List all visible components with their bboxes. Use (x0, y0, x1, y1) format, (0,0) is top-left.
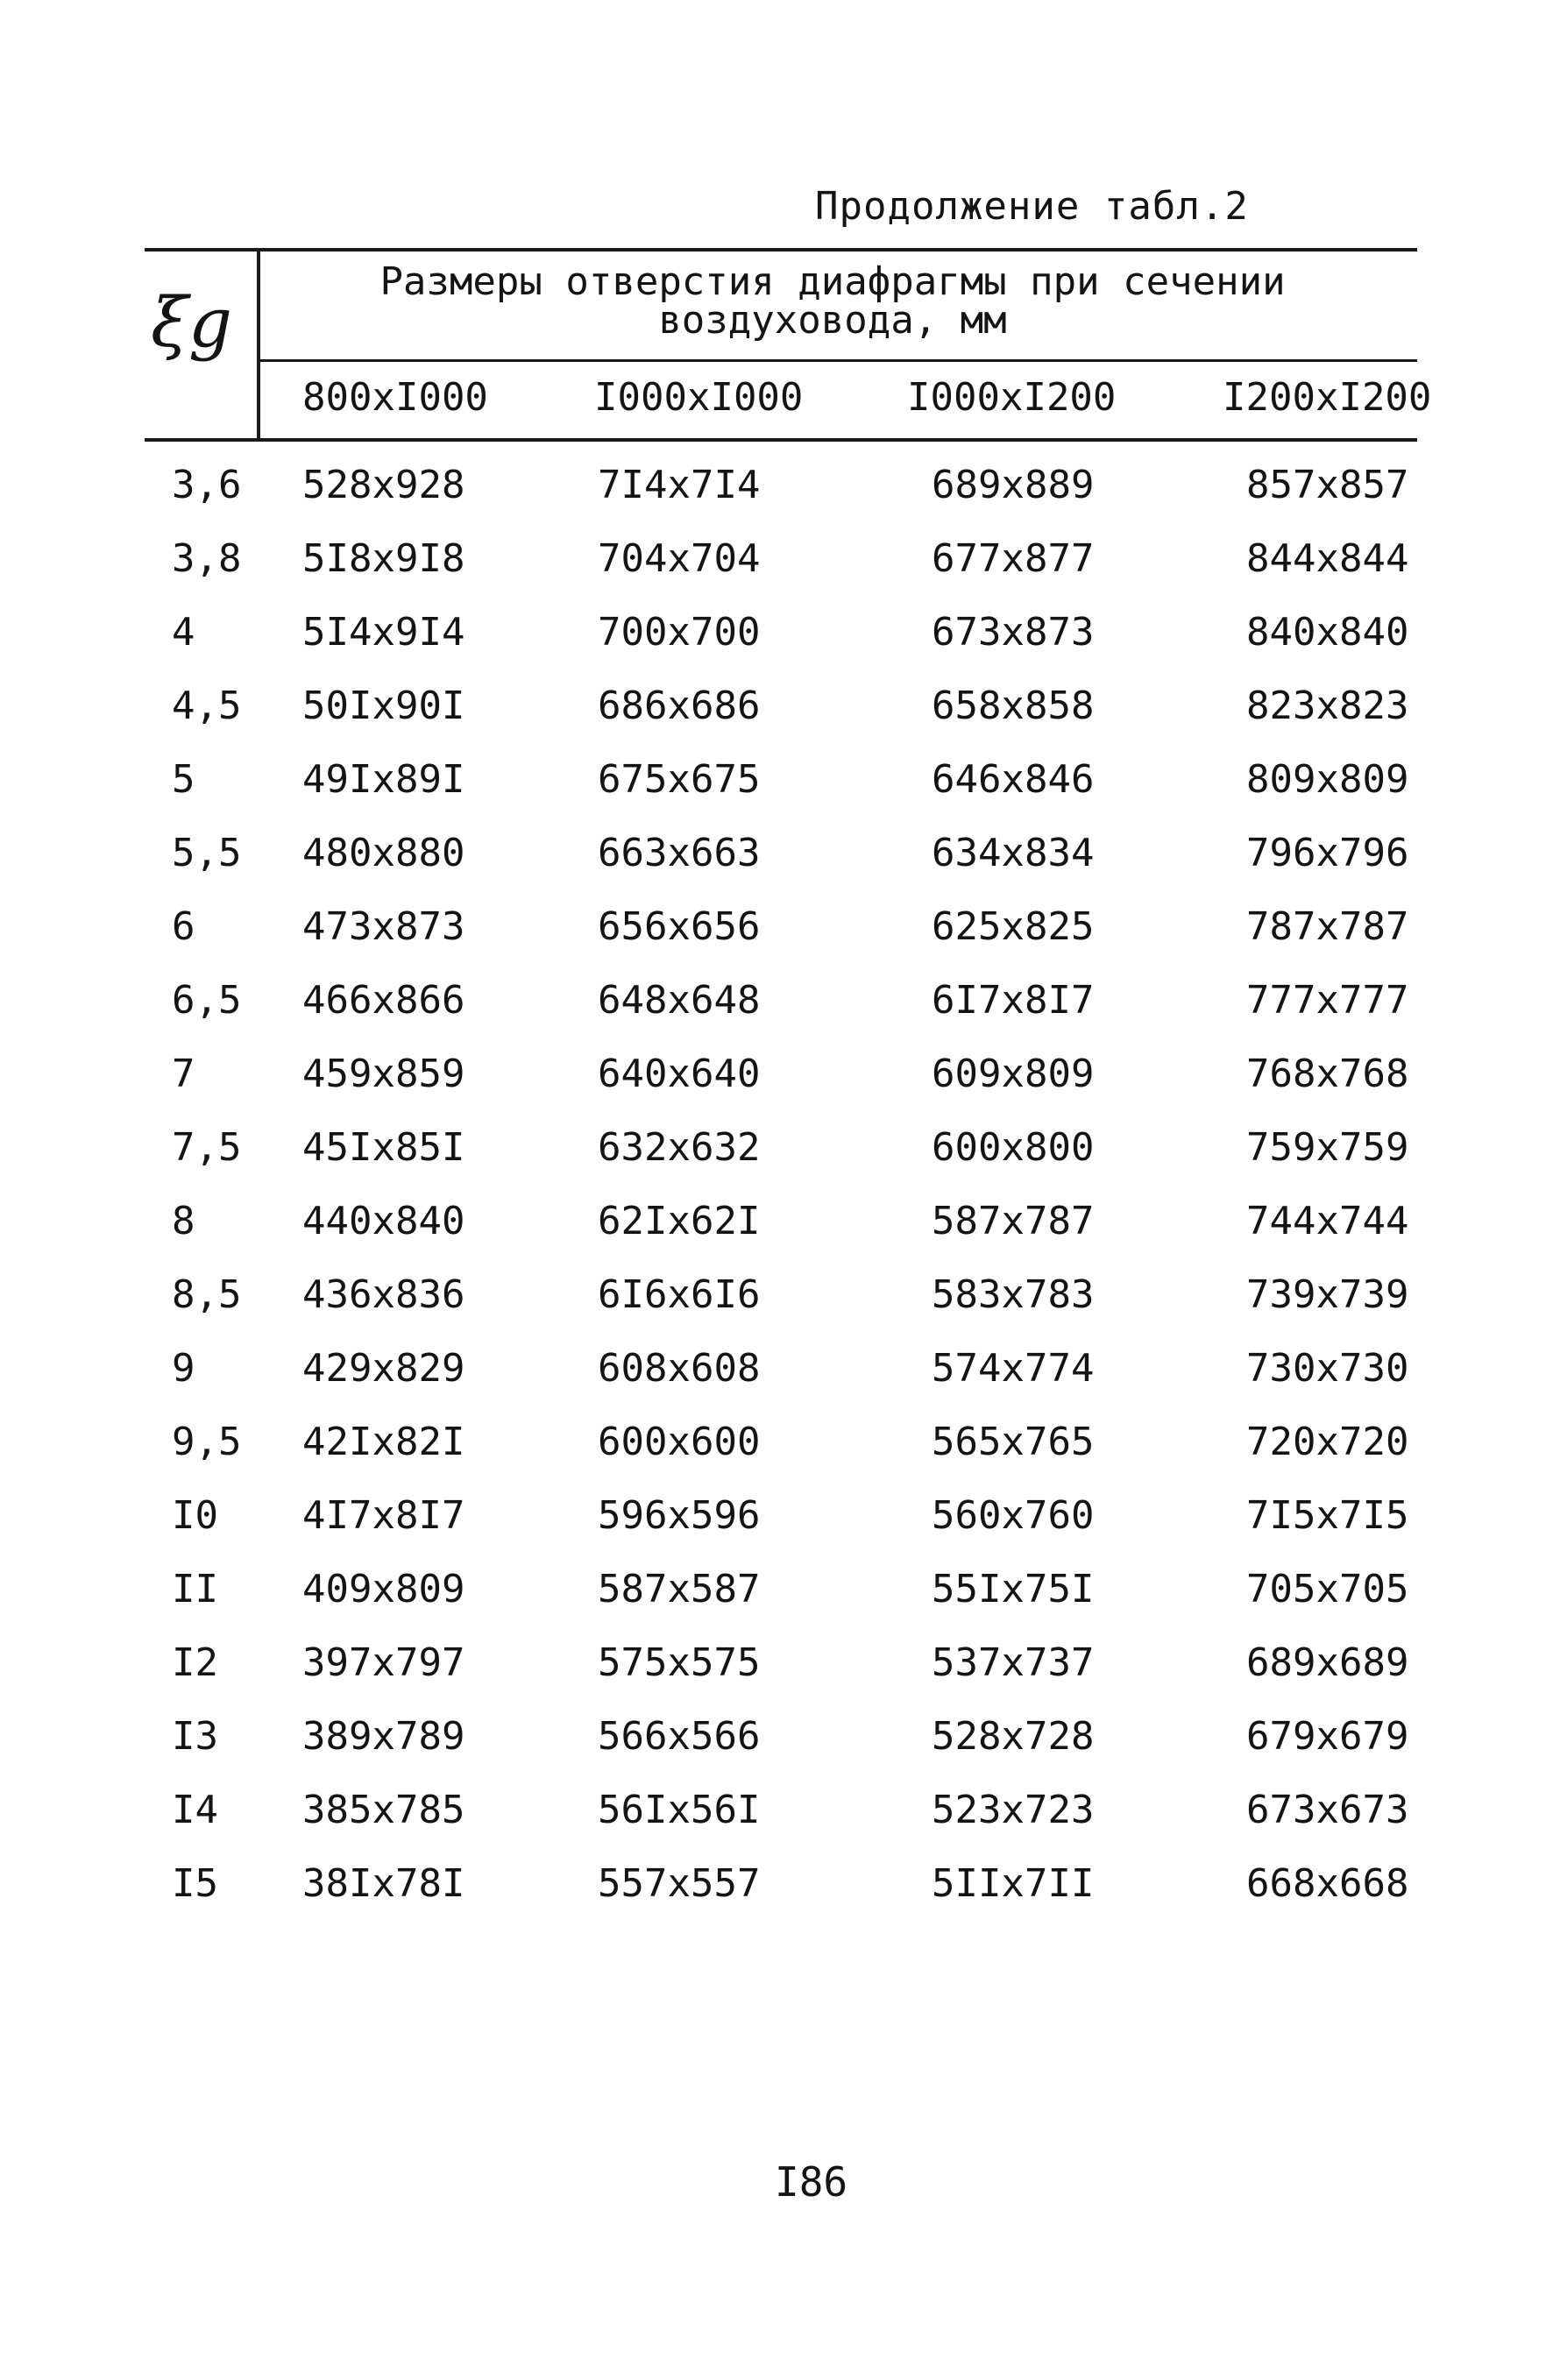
table-cell: 809x809 (1246, 757, 1409, 802)
table-cell: 565x765 (932, 1420, 1095, 1464)
table-cell: 45Ix85I (302, 1125, 465, 1170)
row-label: 6 (172, 904, 195, 949)
table-cell: 7I5x7I5 (1246, 1493, 1409, 1538)
row-label: II (172, 1567, 218, 1611)
row-label: 8 (172, 1199, 195, 1243)
table-cell: 560x760 (932, 1493, 1095, 1538)
row-label: 4 (172, 610, 195, 655)
table-row (0, 1272, 1553, 1346)
table-cell: 857x857 (1246, 463, 1409, 507)
table-cell: 600x800 (932, 1125, 1095, 1170)
column-header-3: I000xI200 (907, 375, 1117, 420)
table-cell: 632x632 (598, 1125, 761, 1170)
table-cell: 587x587 (598, 1567, 761, 1611)
table-row (0, 1199, 1553, 1272)
row-label: 7 (172, 1052, 195, 1096)
table-cell: 6I7x8I7 (932, 978, 1095, 1023)
table-cell: 777x777 (1246, 978, 1409, 1023)
row-label: 9 (172, 1346, 195, 1391)
table-cell: 720x720 (1246, 1420, 1409, 1464)
table-row (0, 463, 1553, 536)
table-cell: 7I4x7I4 (598, 463, 761, 507)
table-cell: 705x705 (1246, 1567, 1409, 1611)
table-row (0, 684, 1553, 757)
table-row (0, 1346, 1553, 1420)
table-cell: 675x675 (598, 757, 761, 802)
table-cell: 389x789 (302, 1714, 465, 1759)
header-inner-rule (259, 359, 1417, 362)
table-cell: 537x737 (932, 1640, 1095, 1685)
table-row (0, 610, 1553, 684)
row-label: I4 (172, 1788, 218, 1832)
table-cell: 840x840 (1246, 610, 1409, 655)
table-cell: 4I7x8I7 (302, 1493, 465, 1538)
table-row (0, 978, 1553, 1052)
table-cell: 38Ix78I (302, 1861, 465, 1906)
table-cell: 673x873 (932, 610, 1095, 655)
table-cell: 677x877 (932, 536, 1095, 581)
table-cell: 574x774 (932, 1346, 1095, 1391)
row-label: I5 (172, 1861, 218, 1906)
row-label: 5 (172, 757, 195, 802)
table-cell: 523x723 (932, 1788, 1095, 1832)
table-cell: 768x768 (1246, 1052, 1409, 1096)
table-row (0, 1640, 1553, 1714)
table-cell: 528x928 (302, 463, 465, 507)
column-header-2: I000xI000 (594, 375, 804, 420)
table-cell: 823x823 (1246, 684, 1409, 728)
table-cell: 658x858 (932, 684, 1095, 728)
table-row (0, 1861, 1553, 1935)
table-cell: 646x846 (932, 757, 1095, 802)
page-number: I86 (775, 2158, 848, 2206)
table-cell: 608x608 (598, 1346, 761, 1391)
table-cell: 689x889 (932, 463, 1095, 507)
table-cell: 704x704 (598, 536, 761, 581)
table-cell: 409x809 (302, 1567, 465, 1611)
table-cell: 56Ix56I (598, 1788, 761, 1832)
table-cell: 429x829 (302, 1346, 465, 1391)
table-cell: 673x673 (1246, 1788, 1409, 1832)
table-cell: 55Ix75I (932, 1567, 1095, 1611)
table-row (0, 1420, 1553, 1493)
table-cell: 679x679 (1246, 1714, 1409, 1759)
table-cell: 6I6x6I6 (598, 1272, 761, 1317)
row-label: 6,5 (172, 978, 242, 1023)
table-cell: 62Ix62I (598, 1199, 761, 1243)
table-top-rule (145, 248, 1417, 251)
table-cell: 730x730 (1246, 1346, 1409, 1391)
table-cell: 5I4x9I4 (302, 610, 465, 655)
table-cell: 436x836 (302, 1272, 465, 1317)
table-row (0, 904, 1553, 978)
table-cell: 844x844 (1246, 536, 1409, 581)
table-cell: 656x656 (598, 904, 761, 949)
table-caption: Продолжение табл.2 (815, 184, 1249, 229)
table-row (0, 1052, 1553, 1125)
table-cell: 700x700 (598, 610, 761, 655)
table-cell: 634x834 (932, 831, 1095, 875)
table-cell: 528x728 (932, 1714, 1095, 1759)
table-cell: 466x866 (302, 978, 465, 1023)
table-cell: 583x783 (932, 1272, 1095, 1317)
header-title-line-1: Размеры отверстия диафрагмы при сечении (379, 259, 1286, 304)
column-header-1: 800xI000 (302, 375, 488, 420)
header-title (263, 259, 1402, 343)
row-label: I0 (172, 1493, 218, 1538)
table-cell: 473x873 (302, 904, 465, 949)
table-cell: 459x859 (302, 1052, 465, 1096)
table-cell: 575x575 (598, 1640, 761, 1685)
table-cell: 640x640 (598, 1052, 761, 1096)
table-cell: 796x796 (1246, 831, 1409, 875)
table-cell: 744x744 (1246, 1199, 1409, 1243)
table-cell: 689x689 (1246, 1640, 1409, 1685)
table-row (0, 1567, 1553, 1640)
row-label: 3,6 (172, 463, 242, 507)
table-cell: 42Ix82I (302, 1420, 465, 1464)
stub-symbol: ξg (151, 284, 232, 363)
row-label: I2 (172, 1640, 218, 1685)
table-cell: 648x648 (598, 978, 761, 1023)
table-cell: 668x668 (1246, 1861, 1409, 1906)
row-label: 7,5 (172, 1125, 242, 1170)
table-cell: 759x759 (1246, 1125, 1409, 1170)
table-row (0, 536, 1553, 610)
table-cell: 566x566 (598, 1714, 761, 1759)
table-cell: 440x840 (302, 1199, 465, 1243)
table-cell: 557x557 (598, 1861, 761, 1906)
table-cell: 385x785 (302, 1788, 465, 1832)
row-label: 9,5 (172, 1420, 242, 1464)
table-row (0, 1125, 1553, 1199)
table-cell: 600x600 (598, 1420, 761, 1464)
table-cell: 596x596 (598, 1493, 761, 1538)
table-row (0, 831, 1553, 904)
table-cell: 663x663 (598, 831, 761, 875)
table-cell: 739x739 (1246, 1272, 1409, 1317)
table-cell: 625x825 (932, 904, 1095, 949)
row-label: I3 (172, 1714, 218, 1759)
header-title-line-2: воздуховода, мм (658, 298, 1007, 343)
table-cell: 50Ix90I (302, 684, 465, 728)
table-cell: 686x686 (598, 684, 761, 728)
table-cell: 587x787 (932, 1199, 1095, 1243)
table-row (0, 1493, 1553, 1567)
column-header-4: I200xI200 (1223, 375, 1432, 420)
table-cell: 787x787 (1246, 904, 1409, 949)
row-label: 4,5 (172, 684, 242, 728)
table-cell: 5IIx7II (932, 1861, 1095, 1906)
table-cell: 49Ix89I (302, 757, 465, 802)
table-cell: 5I8x9I8 (302, 536, 465, 581)
stub-column-divider (257, 251, 260, 438)
table-row (0, 1714, 1553, 1788)
row-label: 5,5 (172, 831, 242, 875)
table-row (0, 1788, 1553, 1861)
table-cell: 609x809 (932, 1052, 1095, 1096)
header-bottom-rule (145, 438, 1417, 442)
table-cell: 480x880 (302, 831, 465, 875)
table-row (0, 757, 1553, 831)
row-label: 8,5 (172, 1272, 242, 1317)
row-label: 3,8 (172, 536, 242, 581)
table-cell: 397x797 (302, 1640, 465, 1685)
